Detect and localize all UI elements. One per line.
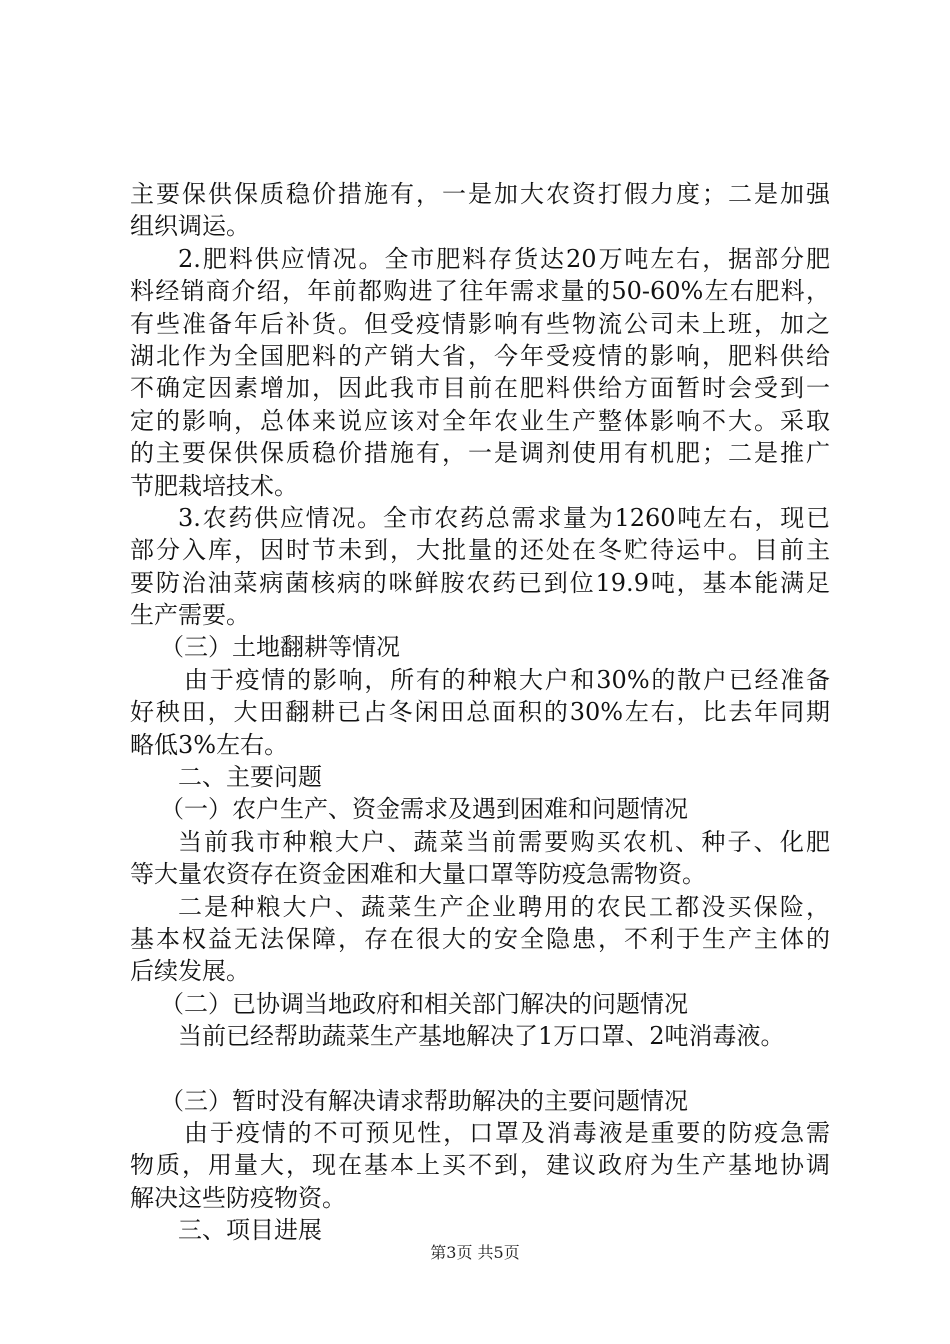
text-line: 节肥栽培技术。 [130, 471, 298, 500]
text-line: 物质，用量大，现在基本上买不到，建议政府为生产基地协调 [130, 1151, 830, 1180]
section-heading: 三、项目进展 [178, 1216, 322, 1245]
text-line: 当前我市种粮大户、蔬菜当前需要购买农机、种子、化肥 [178, 827, 830, 856]
text-line: 等大量农资存在资金困难和大量口罩等防疫急需物资。 [130, 860, 706, 889]
text-line: 解决这些防疫物资。 [130, 1183, 346, 1212]
text-line: 有些准备年后补货。但受疫情影响有些物流公司未上班，加之 [130, 309, 830, 338]
section-heading: （二）已协调当地政府和相关部门解决的问题情况 [160, 989, 688, 1018]
document-body [130, 178, 830, 1247]
text-line: 二是种粮大户、蔬菜生产企业聘用的农民工都没买保险， [178, 892, 830, 921]
section-heading: （三）暂时没有解决请求帮助解决的主要问题情况 [160, 1086, 688, 1115]
section-heading: 二、主要问题 [178, 763, 322, 792]
text-line: 后续发展。 [130, 957, 250, 986]
text-line: 生产需要。 [130, 601, 250, 630]
text-line: 3.农药供应情况。全市农药总需求量为1260吨左右，现已 [178, 503, 830, 532]
text-line: 基本权益无法保障，存在很大的安全隐患，不利于生产主体的 [130, 924, 830, 953]
text-line: 略低3%左右。 [130, 730, 289, 759]
page-number-footer: 第3页 共5页 [430, 1243, 520, 1262]
text-line: 2.肥料供应情况。全市肥料存货达20万吨左右，据部分肥 [178, 244, 830, 273]
section-heading: （一）农户生产、资金需求及遇到困难和问题情况 [160, 795, 688, 824]
text-line: 由于疫情的不可预见性，口罩及消毒液是重要的防疫急需 [184, 1118, 830, 1147]
text-line: 的主要保供保质稳价措施有，一是调剂使用有机肥；二是推广 [130, 439, 830, 468]
section-heading: （三）土地翻耕等情况 [160, 633, 400, 662]
text-line: 由于疫情的影响，所有的种粮大户和30%的散户已经准备 [184, 665, 830, 694]
text-line: 部分入库，因时节未到，大批量的还处在冬贮待运中。目前主 [130, 536, 830, 565]
text-line: 要防治油菜病菌核病的咪鲜胺农药已到位19.9吨，基本能满足 [130, 568, 830, 597]
paragraph-gap [130, 1053, 830, 1085]
text-line: 组织调运。 [130, 212, 250, 241]
text-line: 好秧田，大田翻耕已占冬闲田总面积的30%左右，比去年同期 [130, 698, 830, 727]
text-line: 主要保供保质稳价措施有，一是加大农资打假力度；二是加强 [130, 180, 830, 208]
text-line: 湖北作为全国肥料的产销大省，今年受疫情的影响，肥料供给 [130, 341, 830, 370]
text-line: 不确定因素增加，因此我市目前在肥料供给方面暂时会受到一 [130, 374, 830, 403]
text-line: 料经销商介绍，年前都购进了往年需求量的50-60%左右肥料， [130, 277, 830, 306]
text-line: 定的影响，总体来说应该对全年农业生产整体影响不大。采取 [130, 406, 830, 435]
text-line: 当前已经帮助蔬菜生产基地解决了1万口罩、2吨消毒液。 [178, 1022, 785, 1051]
